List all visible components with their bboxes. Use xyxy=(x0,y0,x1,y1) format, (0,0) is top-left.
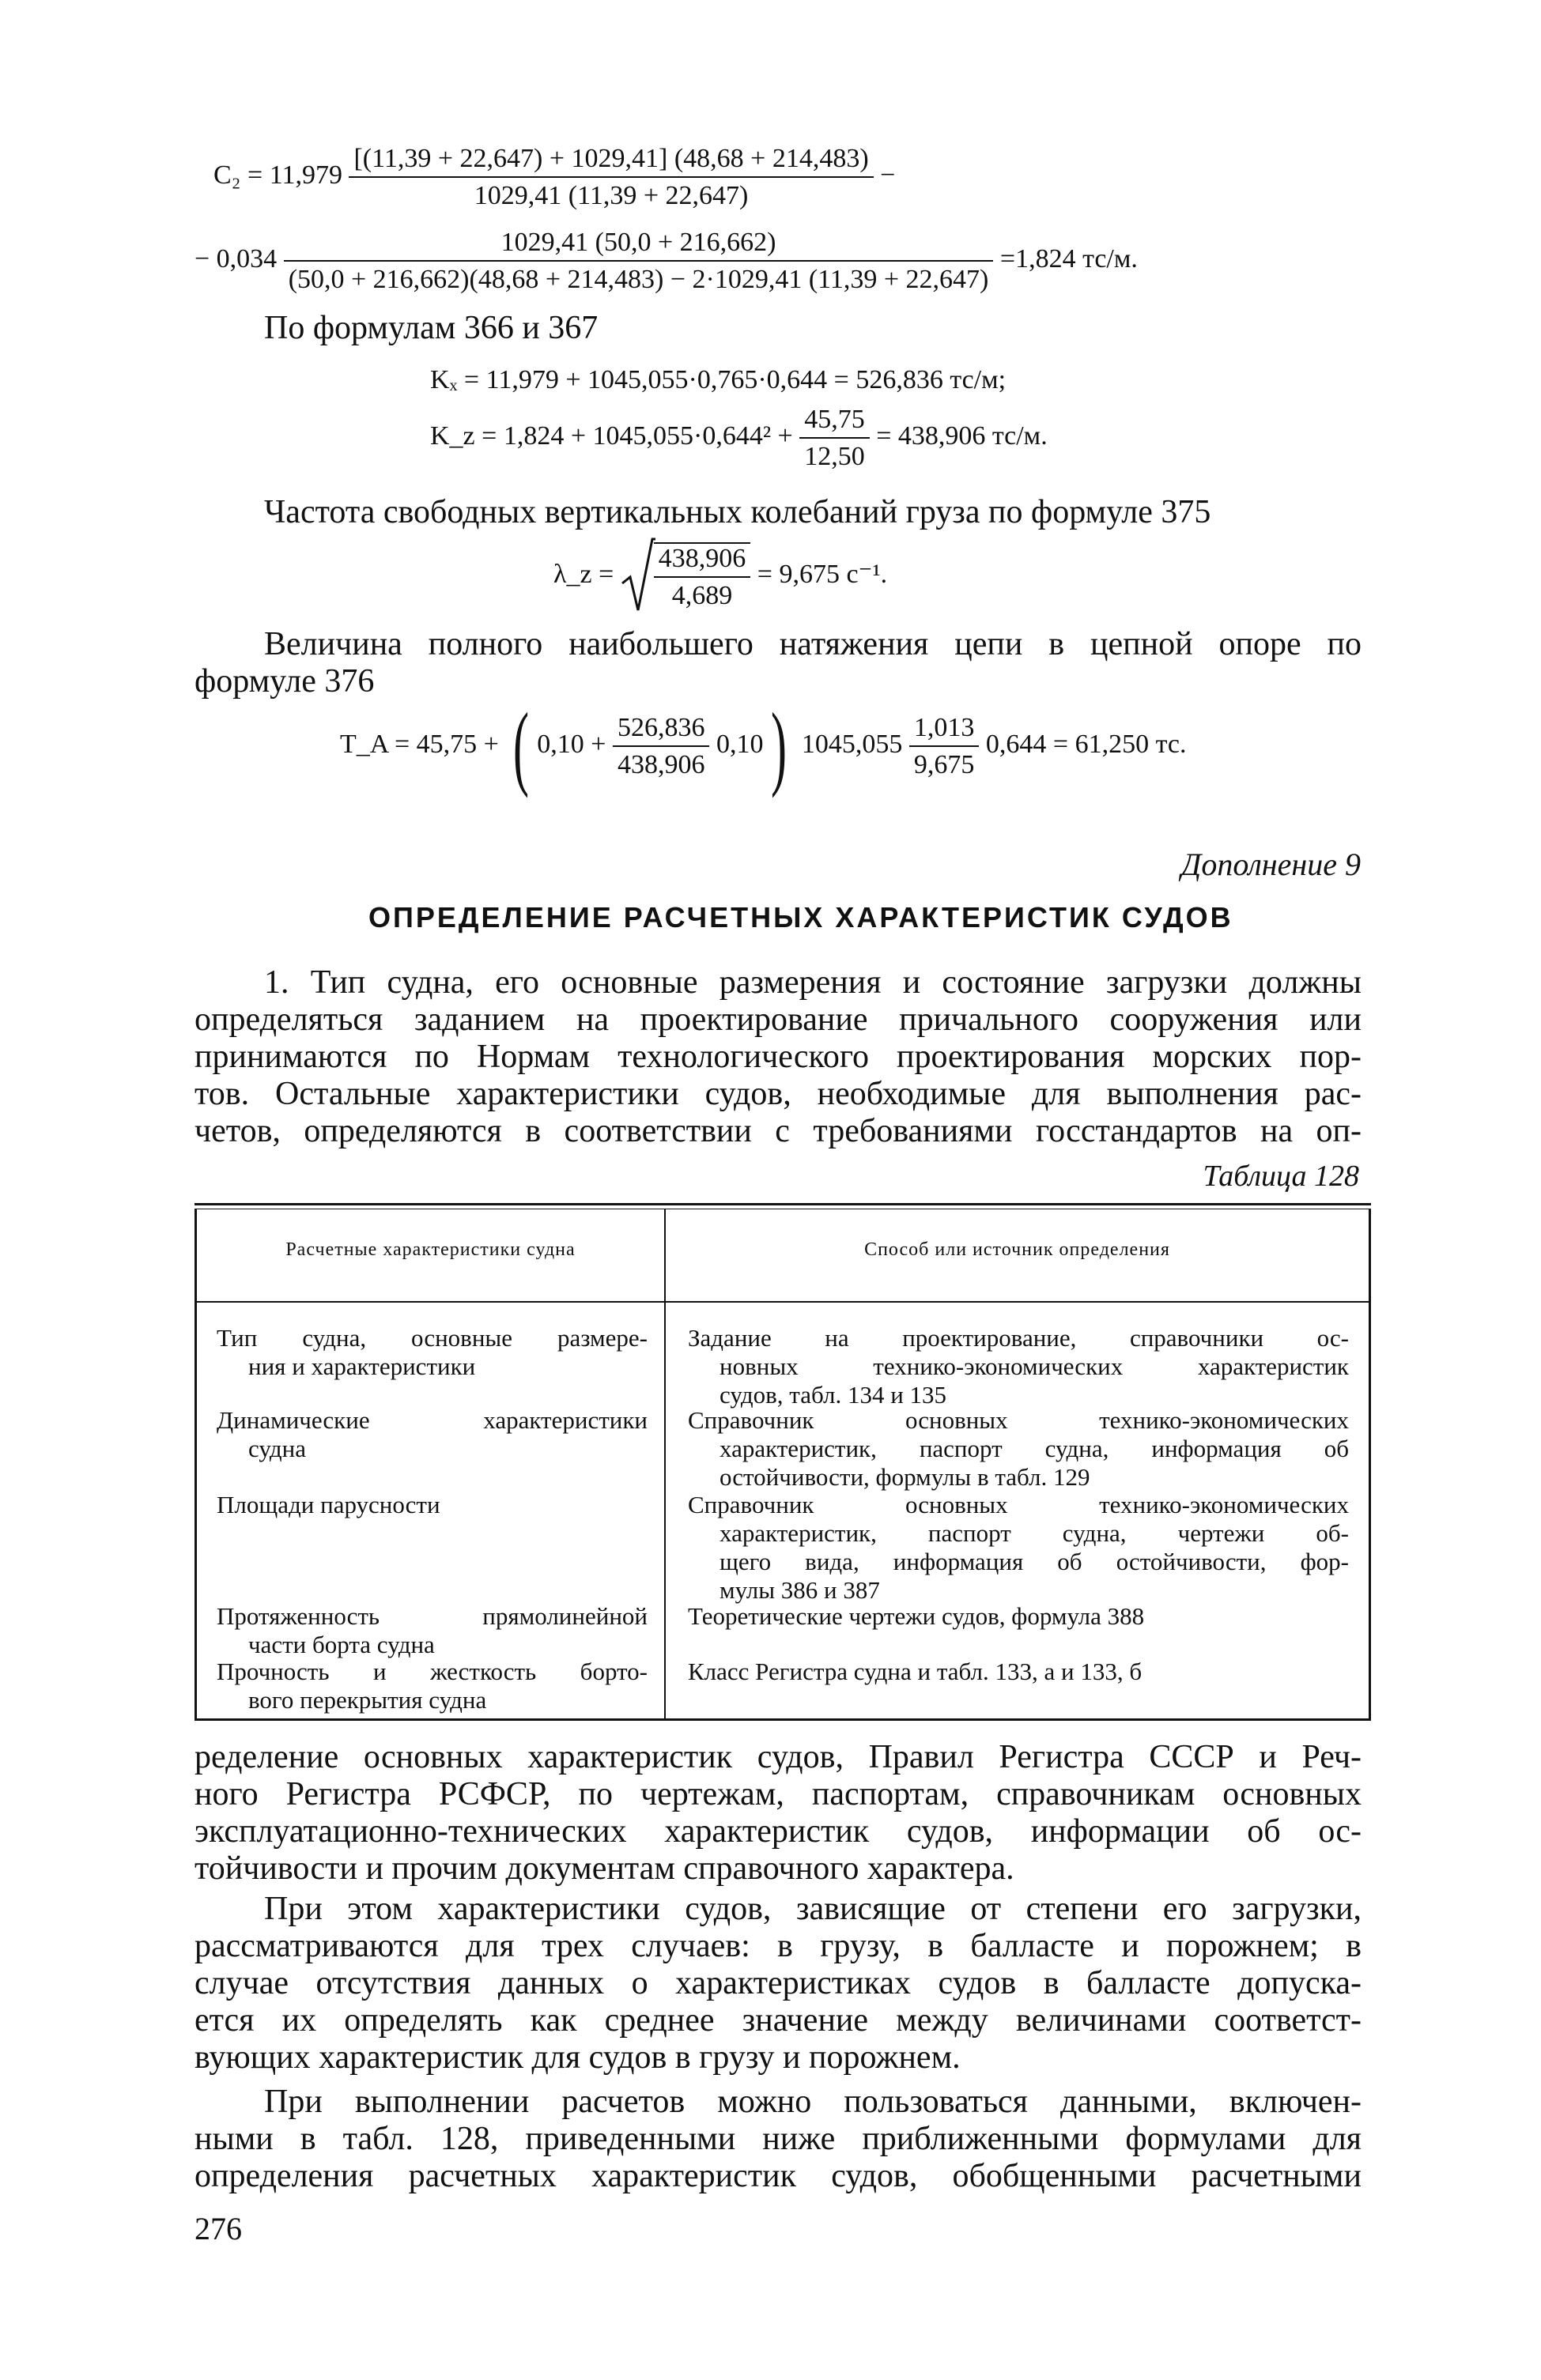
table-cell-right: остойчивости, формулы в табл. 129 xyxy=(720,1463,1090,1491)
table-caption: Таблица 128 xyxy=(1203,1160,1359,1193)
equation-c2-lhs: C₂ = 11,979 xyxy=(213,160,342,190)
equation-lambda xyxy=(553,542,887,611)
equation-ta-fraction-1 xyxy=(613,713,710,780)
table-cell-right: судов, табл. 134 и 135 xyxy=(720,1381,947,1409)
table-row xyxy=(217,1491,648,1519)
equation-c2-cont-fraction xyxy=(284,228,994,295)
table-header-right: Способ или источник определения xyxy=(864,1239,1170,1260)
table-header-left: Расчетные характеристики судна xyxy=(285,1239,576,1260)
table-row xyxy=(688,1324,1349,1409)
table-column-divider xyxy=(664,1209,666,1721)
equation-c2-denominator: 1029,41 (11,39 + 22,647) xyxy=(474,181,749,211)
paragraph-3-line: При этом характеристики судов, зависящие от степени его загрузки, xyxy=(264,1891,1362,1927)
equation-c2-cont-lhs: − 0,034 xyxy=(195,244,278,274)
table-cell-left: части борта судна xyxy=(248,1631,435,1658)
text-formulas-366-367: По формулам 366 и 367 xyxy=(264,310,599,346)
paragraph-3-line: ется их определять как среднее значение между величинами соответст- xyxy=(195,2002,1362,2039)
table-top-rule xyxy=(195,1203,1371,1205)
equation-kx: Kₓ = 11,979 + 1045,055·0,765·0,644 = 526,836 тс/м; xyxy=(430,365,1007,394)
equation-ta-b: 0,10 xyxy=(716,729,764,759)
equation-kz-lhs: K_z = 1,824 + 1045,055·0,644² + xyxy=(430,421,793,451)
equation-kz-denominator: 12,50 xyxy=(804,442,865,472)
equation-kz-numerator: 45,75 xyxy=(799,405,870,439)
table-row xyxy=(688,1602,1349,1631)
equation-lambda-numerator: 438,906 xyxy=(654,544,751,578)
table-cell-left: Площади парусности xyxy=(217,1491,440,1518)
table-cell-left: вого перекрытия судна xyxy=(248,1686,487,1714)
equation-ta-fraction-2 xyxy=(909,713,980,780)
paragraph-3-line: вующих характеристик для судов в грузу и порожнем. xyxy=(195,2039,961,2076)
table-cell-right: Справочник основных технико-экономических xyxy=(688,1406,1349,1434)
equation-lambda-denominator: 4,689 xyxy=(671,581,733,611)
table-cell-right: Теоретические чертежи судов, формула 388 xyxy=(688,1602,1145,1630)
sqrt-icon xyxy=(621,537,655,613)
paragraph-4 xyxy=(195,2084,1362,2195)
table-left-rule xyxy=(195,1209,197,1721)
paragraph-2-line: ределение основных характеристик судов, Правил Регистра СССР и Реч- xyxy=(195,1739,1362,1775)
equation-c2 xyxy=(213,144,895,211)
paragraph-2-line: эксплуатационно-технических характеристик судов, информации об ос- xyxy=(195,1813,1362,1850)
equation-lambda-fraction xyxy=(654,542,751,611)
table-row xyxy=(688,1658,1349,1686)
paragraph-2 xyxy=(195,1739,1362,1888)
equation-ta-numerator-1: 526,836 xyxy=(613,713,710,747)
equation-c2-cont-numerator: 1029,41 (50,0 + 216,662) xyxy=(284,228,994,262)
paragraph-3 xyxy=(195,1891,1362,2076)
paragraph-2-line: ного Регистра РСФСР, по чертежам, паспортам, справочникам основных xyxy=(195,1776,1362,1812)
equation-ta-rhs: 0,644 = 61,250 тс. xyxy=(985,729,1187,759)
equation-ta-lhs: T_A = 45,75 + xyxy=(340,729,499,759)
table-row xyxy=(688,1406,1349,1492)
table-row xyxy=(217,1324,648,1381)
paragraph-1-line: принимаются по Нормам технологического проектирования морских пор- xyxy=(195,1039,1362,1075)
table-cell-right: Справочник основных технико-экономических xyxy=(688,1491,1349,1518)
table-cell-right: щего вида, информация об остойчивости, фор- xyxy=(720,1548,1349,1575)
table-cell-left: Протяженность прямолинейной xyxy=(217,1602,648,1630)
table-cell-left: ния и характеристики xyxy=(248,1352,476,1380)
equation-kz-rhs: = 438,906 тс/м. xyxy=(876,421,1048,451)
table-row xyxy=(217,1406,648,1463)
text-frequency: Частота свободных вертикальных колебаний груза по формуле 375 xyxy=(264,494,1211,530)
table-row xyxy=(688,1491,1349,1605)
table-cell-left: Тип судна, основные размере- xyxy=(217,1324,648,1352)
paragraph-4-line: ными в табл. 128, приведенными ниже приближенными формулами для xyxy=(195,2121,1362,2157)
table-cell-right: Задание на проектирование, справочники ос- xyxy=(688,1324,1349,1352)
equation-c2-cont-denominator: (50,0 + 216,662)(48,68 + 214,483) − 2·1029,41 (11,39 + 22,647) xyxy=(288,265,989,295)
paragraph-1 xyxy=(195,964,1362,1150)
text-tension-line-2: формуле 376 xyxy=(195,663,375,700)
table-cell-right: новных технико-экономических характеристик xyxy=(720,1352,1349,1380)
equation-c2-numerator: [(11,39 + 22,647) + 1029,41] (48,68 + 214,483) xyxy=(349,144,873,178)
paragraph-1-line: четов, определяются в соответствии с требованиями госстандартов на оп- xyxy=(195,1113,1362,1149)
table-cell-left: Прочность и жесткость борто- xyxy=(217,1658,648,1685)
table-cell-right: характеристик, паспорт судна, чертежи об- xyxy=(720,1519,1349,1547)
text-tension-line-1: Величина полного наибольшего натяжения цепи в цепной опоре по xyxy=(264,626,1362,662)
table-cell-left: судна xyxy=(248,1435,307,1462)
sqrt-sign xyxy=(621,542,751,611)
page-number: 276 xyxy=(195,2211,242,2246)
supplement-label: Дополнение 9 xyxy=(1180,847,1361,882)
equation-kz xyxy=(430,405,1048,472)
paragraph-2-line: тойчивости и прочим документам справочного характера. xyxy=(195,1850,1014,1887)
equation-c2-tail: − xyxy=(880,160,896,190)
left-paren-icon: ( xyxy=(513,693,530,798)
equation-ta-numerator-2: 1,013 xyxy=(909,713,980,747)
equation-ta-denominator-2: 9,675 xyxy=(913,750,975,779)
table-cell-left: Динамические характеристики xyxy=(217,1406,648,1434)
equation-c2-cont xyxy=(195,228,1138,295)
table-cell-right: Класс Регистра судна и табл. 133, а и 133, б xyxy=(688,1658,1143,1685)
table-row xyxy=(217,1602,648,1659)
equation-ta-denominator-1: 438,906 xyxy=(617,750,705,779)
paragraph-3-line: рассматриваются для трех случаев: в грузу, в балласте и порожнем; в xyxy=(195,1928,1362,1964)
paragraph-1-line: 1. Тип судна, его основные размерения и состояние загрузки должны xyxy=(264,964,1362,1001)
table-cell-right: мулы 386 и 387 xyxy=(720,1576,880,1604)
equation-c2-fraction xyxy=(349,144,873,211)
table-right-rule xyxy=(1369,1209,1371,1721)
table-bottom-rule xyxy=(195,1718,1371,1721)
table-cell-right: характеристик, паспорт судна, информация об xyxy=(720,1435,1349,1462)
right-paren-icon: ) xyxy=(771,693,787,798)
section-heading: ОПРЕДЕЛЕНИЕ РАСЧЕТНЫХ ХАРАКТЕРИСТИК СУДОВ xyxy=(368,901,1233,934)
equation-lambda-lhs: λ_z = xyxy=(553,560,614,590)
text-tension xyxy=(195,626,1362,700)
table-header-rule xyxy=(195,1301,1371,1303)
equation-c2-cont-rhs: =1,824 тс/м. xyxy=(999,244,1138,274)
table-row xyxy=(217,1658,648,1714)
paragraph-3-line: случае отсутствия данных о характеристиках судов в балласте допуска- xyxy=(195,1965,1362,2001)
equation-lambda-rhs: = 9,675 с⁻¹. xyxy=(757,560,888,590)
paragraph-1-line: определяться заданием на проектирование причального сооружения или xyxy=(195,1001,1362,1038)
paragraph-4-line: определения расчетных характеристик судов, обобщенными расчетными xyxy=(195,2158,1362,2194)
equation-ta-c: 1045,055 xyxy=(801,729,903,759)
paragraph-1-line: тов. Остальные характеристики судов, необходимые для выполнения рас- xyxy=(195,1076,1362,1112)
equation-ta-a: 0,10 + xyxy=(537,729,606,759)
equation-ta xyxy=(340,693,1187,798)
paragraph-4-line: При выполнении расчетов можно пользоваться данными, включен- xyxy=(264,2084,1362,2120)
equation-kz-fraction xyxy=(799,405,870,472)
